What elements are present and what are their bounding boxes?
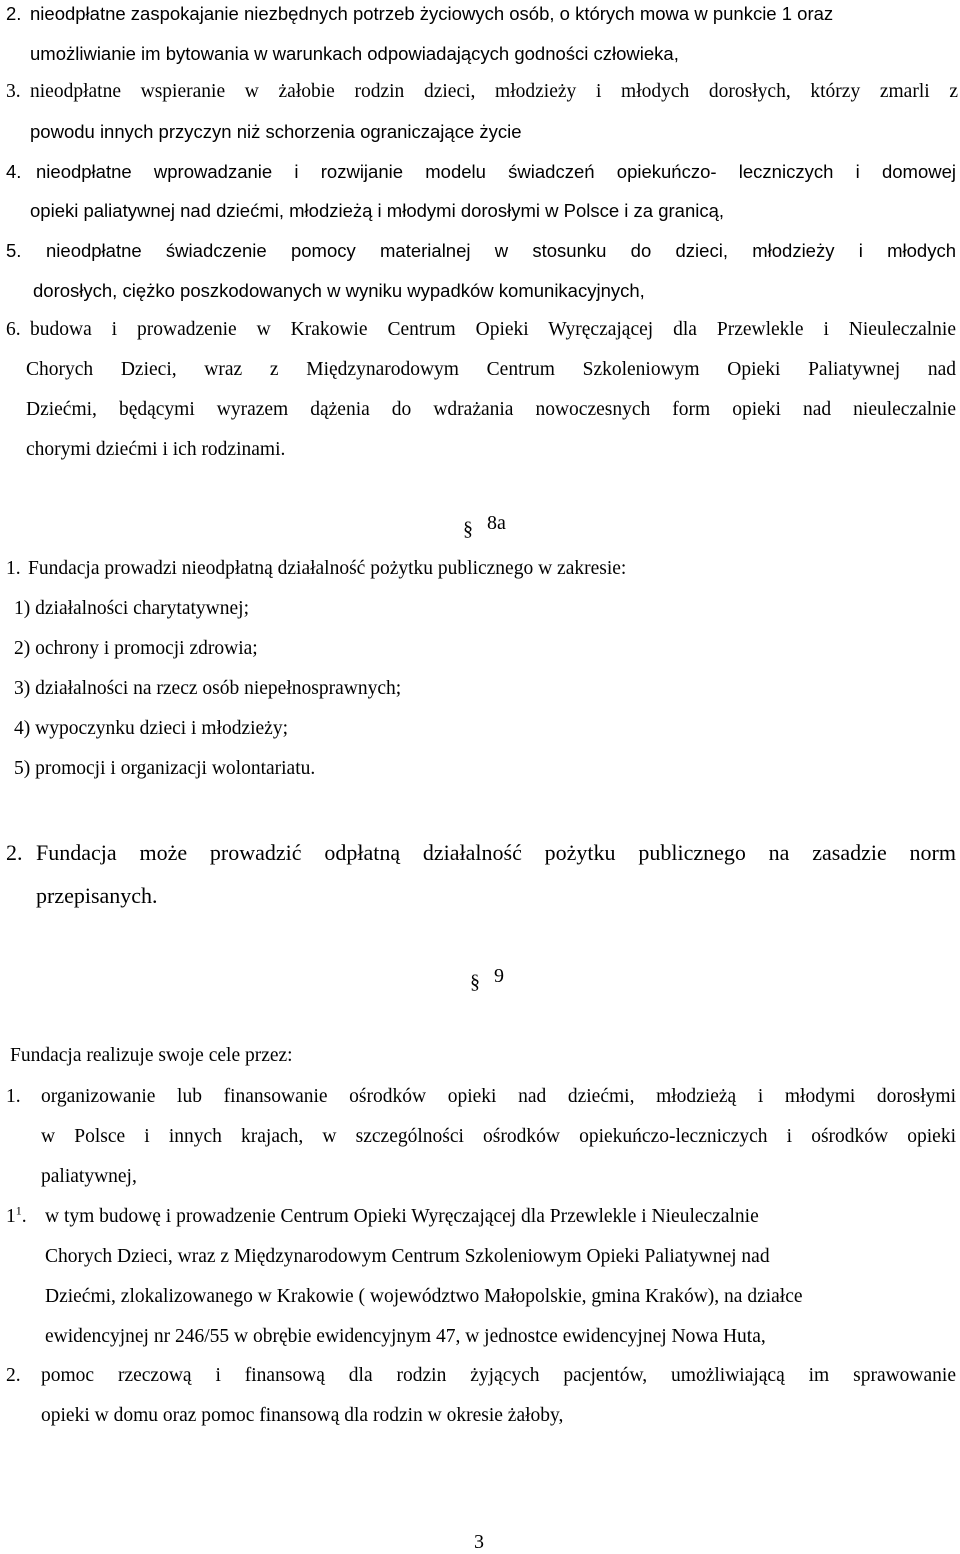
list-item-line: pomoc rzeczową i finansową dla rodzin żyjących pacjentów, umożliwiającą im sprawowanie <box>41 1365 956 1386</box>
paragraph-number: 2. <box>6 840 23 865</box>
list-item-number: 6. <box>6 319 21 340</box>
list-item-line: Dziećmi, zlokalizowanego w Krakowie ( województwo Małopolskie, gmina Kraków), na działce <box>45 1286 803 1307</box>
section-number: 9 <box>494 965 504 987</box>
list-item-line: paliatywnej, <box>41 1166 137 1187</box>
section-intro: Fundacja realizuje swoje cele przez: <box>10 1045 293 1066</box>
list-item-line: budowa i prowadzenie w Krakowie Centrum Opieki Wyręczającej dla Przewlekle i Nieuleczalnie <box>30 319 956 340</box>
paragraph-line: Fundacja może prowadzić odpłatną działalność pożytku publicznego na zasadzie norm <box>36 840 956 865</box>
item-number-base: 1 <box>6 1206 16 1227</box>
list-item: 5) promocji i organizacji wolontariatu. <box>14 758 316 779</box>
list-item-number: 3. <box>6 81 21 102</box>
section-symbol: § <box>463 518 473 540</box>
list-item: 4) wypoczynku dzieci i młodzieży; <box>14 718 288 739</box>
list-item-line: w tym budowę i prowadzenie Centrum Opieki Wyręczającej dla Przewlekle i Nieuleczalnie <box>45 1206 759 1227</box>
list-item: 3) działalności na rzecz osób niepełnosprawnych; <box>14 678 402 699</box>
paragraph-text: Fundacja prowadzi nieodpłatną działalność pożytku publicznego w zakresie: <box>28 558 627 579</box>
list-item-line: opieki w domu oraz pomoc finansową dla rodzin w okresie żałoby, <box>41 1405 564 1426</box>
list-item-line: Chorych Dzieci, wraz z Międzynarodowym Centrum Szkoleniowym Opieki Paliatywnej nad <box>45 1246 770 1267</box>
list-item-line: ewidencyjnej nr 246/55 w obrębie ewidencyjnym 47, w jednostce ewidencyjnej Nowa Huta, <box>45 1326 766 1347</box>
list-item-line: nieodpłatne zaspokajanie niezbędnych potrzeb życiowych osób, o których mowa w punkcie 1 oraz <box>30 3 834 24</box>
list-item-line: nieodpłatne świadczenie pomocy materialnej w stosunku do dzieci, młodzieży i młodych <box>46 240 956 261</box>
list-item-line: chorymi dziećmi i ich rodzinami. <box>26 439 286 460</box>
list-item-number <box>6 1205 27 1229</box>
list-item-line: Dziećmi, będącymi wyrazem dążenia do wdrażania nowoczesnych form opieki nad nieuleczalnie <box>26 399 956 420</box>
list-item-line: powodu innych przyczyn niż schorzenia ograniczające życie <box>30 121 522 142</box>
list-item: 2) ochrony i promocji zdrowia; <box>14 638 258 659</box>
list-item-number: 2. <box>6 1365 21 1386</box>
list-item-line: opieki paliatywnej nad dziećmi, młodzieżą i młodymi dorosłymi w Polsce i za granicą, <box>30 200 725 221</box>
section-heading-8a <box>463 512 506 540</box>
section-symbol: § <box>470 971 480 993</box>
list-item-line: w Polsce i innych krajach, w szczególności ośrodków opiekuńczo-leczniczych i ośrodków opieki <box>41 1126 956 1147</box>
list-item-number: 2. <box>6 3 22 24</box>
list-item-line: nieodpłatne wspieranie w żałobie rodzin dzieci, młodzieży i młodych dorosłych, którzy zmarli z <box>30 81 958 102</box>
paragraph-number: 1. <box>6 558 21 579</box>
list-item-number: 4. <box>6 161 22 182</box>
list-item-line: Chorych Dzieci, wraz z Międzynarodowym Centrum Szkoleniowym Opieki Paliatywnej nad <box>26 359 956 380</box>
paragraph-line: przepisanych. <box>36 883 158 908</box>
list-item-number: 5. <box>6 240 22 261</box>
list-item-line: nieodpłatne wprowadzanie i rozwijanie modelu świadczeń opiekuńczo- leczniczych i domowej <box>36 161 956 182</box>
list-item: 1) działalności charytatywnej; <box>14 598 249 619</box>
list-item-line: umożliwianie im bytowania w warunkach odpowiadających godności człowieka, <box>30 43 679 64</box>
section-heading-9 <box>470 965 504 993</box>
list-item-number: 1. <box>6 1086 21 1107</box>
section-number: 8a <box>487 512 506 534</box>
list-item-line: organizowanie lub finansowanie ośrodków opieki nad dziećmi, młodzieżą i młodymi dorosłymi <box>41 1086 956 1107</box>
item-number-superscript: 1 <box>15 1203 22 1218</box>
item-number-dot: . <box>21 1206 27 1227</box>
page-number: 3 <box>474 1531 484 1553</box>
list-item-line: dorosłych, ciężko poszkodowanych w wyniku wypadków komunikacyjnych, <box>33 280 645 301</box>
